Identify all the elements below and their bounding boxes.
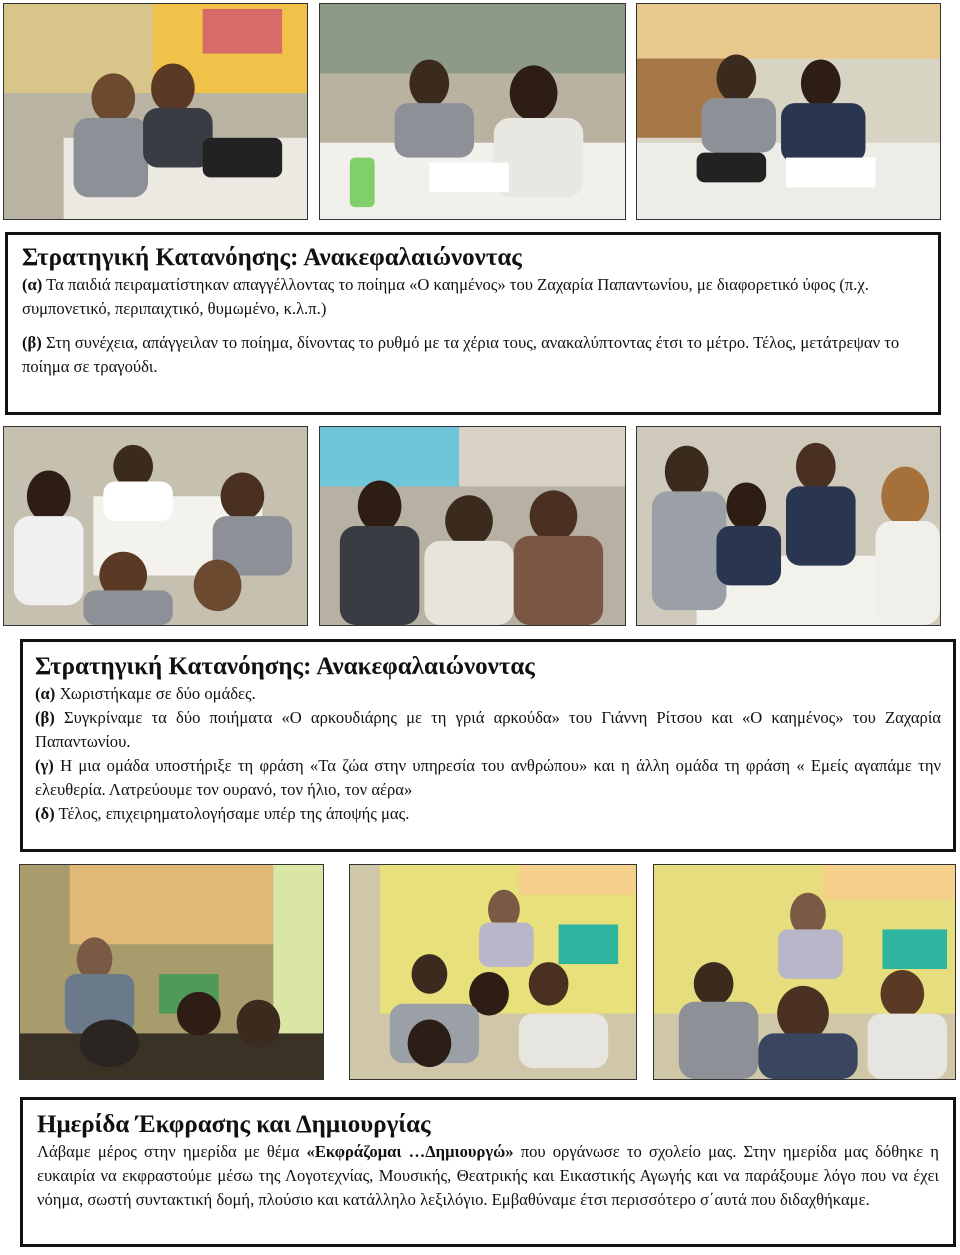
strategy-summary-box-1 [5, 232, 941, 415]
list-marker: (β) [35, 708, 55, 727]
photo-group-work-1 [3, 426, 308, 626]
list-marker: (γ) [35, 756, 54, 775]
paragraph-a: (α) Χωριστήκαμε σε δύο ομάδες. [35, 684, 256, 703]
photo-students-desk-2 [319, 3, 626, 220]
event-summary-box [20, 1097, 956, 1247]
paragraph-a: (α) Τα παιδιά πειραματίστηκαν απαγγέλλοντας το ποίημα «Ο καημένος» του Ζαχαρία Παπαντωνίου, με διαφορετικό ύφος (π.χ. συμπονετικό, περιπαιχτικό, θυμωμένο, κ.λ.π.) [22, 275, 869, 318]
event-name: «Εκφράζομαι …Δημιουργώ» [306, 1142, 514, 1161]
photo-group-work-2 [319, 426, 626, 626]
list-marker: (α) [22, 275, 43, 294]
section-title: Στρατηγική Κατανόησης: Ανακεφαλαιώνοντας [35, 653, 535, 680]
paragraph-b: (β) Στη συνέχεια, απάγγειλαν το ποίημα, δίνοντας το ρυθμό με τα χέρια τους, ανακαλύπτοντας έτσι το μέτρο. Τέλος, μετάτρεψαν το ποίημα σε τραγούδι. [22, 333, 900, 376]
paragraph-d: (δ) Τέλος, επιχειρηματολογήσαμε υπέρ της άποψής μας. [35, 804, 410, 823]
paragraph-c: (γ) Η μια ομάδα υποστήριξε τη φράση «Τα ζώα στην υπηρεσία του ανθρώπου» και η άλλη ομάδα τη φράση « Εμείς αγαπάμε την ελευθερία. Λατρεύουμε τον ουρανό, τον ήλιο, τον αέρα» [35, 756, 941, 799]
photo-library-storytelling-1 [19, 864, 324, 1080]
section-title: Ημερίδα Έκφρασης και Δημιουργίας [37, 1111, 431, 1138]
section-title: Στρατηγική Κατανόησης: Ανακεφαλαιώνοντας [22, 244, 522, 271]
strategy-summary-box-2 [20, 639, 956, 852]
list-marker: (δ) [35, 804, 55, 823]
list-marker: (β) [22, 333, 42, 352]
photo-students-desk-3 [636, 3, 941, 220]
event-paragraph: Λάβαμε μέρος στην ημερίδα με θέμα «Εκφράζομαι …Δημιουργώ» που οργάνωσε το σχολείο μας. Στην ημερίδα μας δόθηκε η ευκαιρία να εκφραστούμε μέσω της Λογοτεχνίας, Μουσικής, Θεατρικής και Εικαστικής Αγωγής και να παράξουμε λόγο που να έχει νόημα, σωστή συντακτική δομή, πλούσιο και κατάλληλο λεξιλόγιο. Εμβαθύναμε έτσι περισσότερο σ΄αυτά που διδαχθήκαμε. [37, 1142, 939, 1209]
paragraph-b: (β) Συγκρίναμε τα δύο ποιήματα «Ο αρκουδιάρης με τη γριά αρκούδα» του Γιάννη Ρίτσου και «Ο καημένος» του Ζαχαρία Παπαντωνίου. [35, 708, 941, 751]
photo-library-storytelling-3 [653, 864, 956, 1080]
photo-library-storytelling-2 [349, 864, 637, 1080]
list-marker: (α) [35, 684, 56, 703]
photo-students-desk-1 [3, 3, 308, 220]
photo-group-work-3 [636, 426, 941, 626]
